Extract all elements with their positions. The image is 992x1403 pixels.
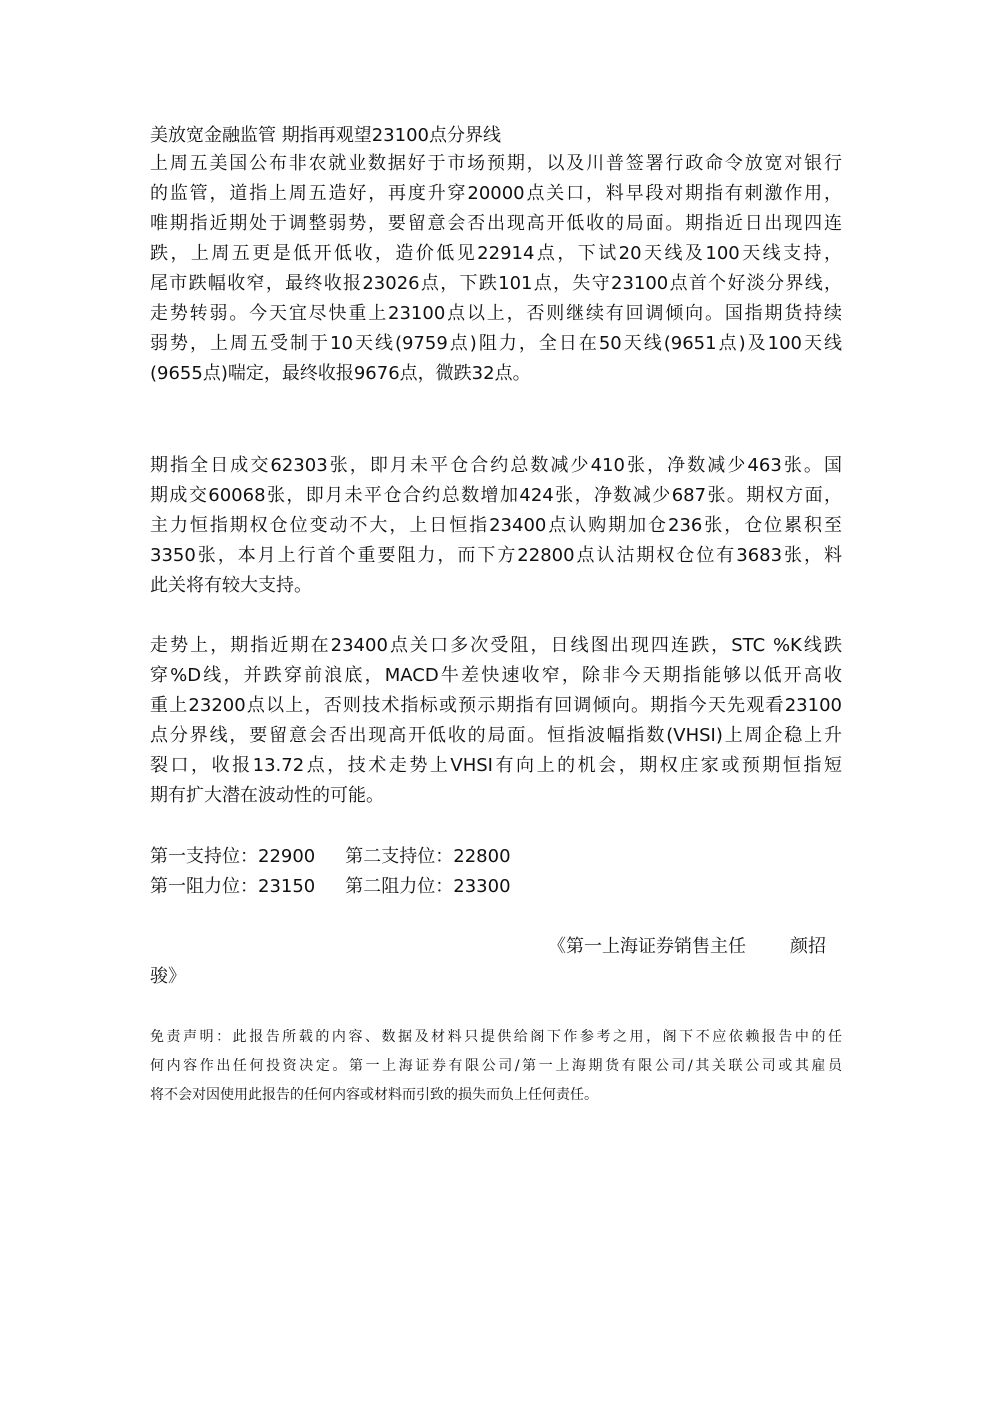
disclaimer: [150, 1023, 842, 1110]
resistance1-label: 第一阻力位：: [150, 876, 258, 897]
paragraph-line: 尾市跌幅收窄，最终收报23026点，下跌101点，失守23100点首个好淡分界线，: [150, 273, 842, 294]
paragraph-line: 期指全日成交62303张，即月未平仓合约总数减少410张，净数减少463张。国: [150, 455, 842, 476]
author-signature-line1: [548, 932, 826, 962]
paragraph-line: 的监管，道指上周五造好，再度升穿20000点关口，料早段对期指有刺激作用，: [150, 183, 842, 204]
disclaimer-line: 将不会对因使用此报告的任何内容或材料而引致的损失而负上任何责任。: [150, 1087, 598, 1103]
support-resistance-levels: [150, 842, 511, 902]
resistance2-label: 第二阻力位：: [345, 876, 454, 897]
resistance1-value: 23150: [258, 876, 316, 897]
author-name-part: 颜招: [790, 936, 826, 957]
paragraph-line: 期有扩大潜在波动性的可能。: [150, 785, 384, 806]
support1-label: 第一支持位：: [150, 846, 258, 867]
paragraph-market-summary: [150, 149, 842, 389]
article-title: 美放宽金融监管 期指再观望23100点分界线: [150, 125, 501, 146]
resistance-levels-row: [150, 872, 511, 902]
paragraph-line: 弱势，上周五受制于10天线(9759点)阻力，全日在50天线(9651点)及100天线: [150, 333, 842, 354]
paragraph-volume-options: [150, 451, 842, 601]
paragraph-line: 走势上，期指近期在23400点关口多次受阻，日线图出现四连跌，STC %K线跌: [150, 635, 842, 656]
paragraph-line: (9655点)喘定，最终收报9676点，微跌32点。: [150, 363, 531, 384]
paragraph-line: 期成交60068张，即月未平仓合约总数增加424张，净数减少687张。期权方面，: [150, 485, 842, 506]
paragraph-line: 上周五美国公布非农就业数据好于市场预期，以及川普签署行政命令放宽对银行: [150, 153, 842, 174]
paragraph-line: 此关将有较大支持。: [150, 575, 312, 596]
paragraph-line: 唯期指近期处于调整弱势，要留意会否出现高开低收的局面。期指近日出现四连: [150, 213, 842, 234]
paragraph-line: 主力恒指期权仓位变动不大，上日恒指23400点认购期加仓236张，仓位累积至: [150, 515, 842, 536]
disclaimer-line: 何内容作出任何投资决定。第一上海证券有限公司/第一上海期货有限公司/其关联公司或其雇员: [150, 1058, 842, 1074]
disclaimer-line: 免责声明：此报告所载的内容、数据及材料只提供给阁下作参考之用，阁下不应依赖报告中的任: [150, 1029, 842, 1045]
paragraph-technical-outlook: [150, 631, 842, 811]
paragraph-line: 点分界线，要留意会否出现高开低收的局面。恒指波幅指数(VHSI)上周企稳上升: [150, 725, 842, 746]
paragraph-line: 穿%D线，并跌穿前浪底，MACD牛差快速收窄，除非今天期指能够以低开高收: [150, 665, 842, 686]
resistance2-value: 23300: [453, 876, 511, 897]
support2-value: 22800: [453, 846, 511, 867]
paragraph-line: 3350张，本月上行首个重要阻力，而下方22800点认沽期权仓位有3683张，料: [150, 545, 842, 566]
paragraph-line: 走势转弱。今天宜尽快重上23100点以上，否则继续有回调倾向。国指期货持续: [150, 303, 842, 324]
support1-value: 22900: [258, 846, 316, 867]
paragraph-line: 重上23200点以上，否则技术指标或预示期指有回调倾向。期指今天先观看23100: [150, 695, 842, 716]
author-signature-line2: 骏》: [150, 966, 186, 987]
paragraph-line: 裂口，收报13.72点，技术走势上VHSI有向上的机会，期权庄家或预期恒指短: [150, 755, 842, 776]
support-levels-row: [150, 842, 511, 872]
support2-label: 第二支持位：: [345, 846, 454, 867]
author-title: 《第一上海证券销售主任: [548, 936, 746, 957]
paragraph-line: 跌，上周五更是低开低收，造价低见22914点，下试20天线及100天线支持，: [150, 243, 842, 264]
